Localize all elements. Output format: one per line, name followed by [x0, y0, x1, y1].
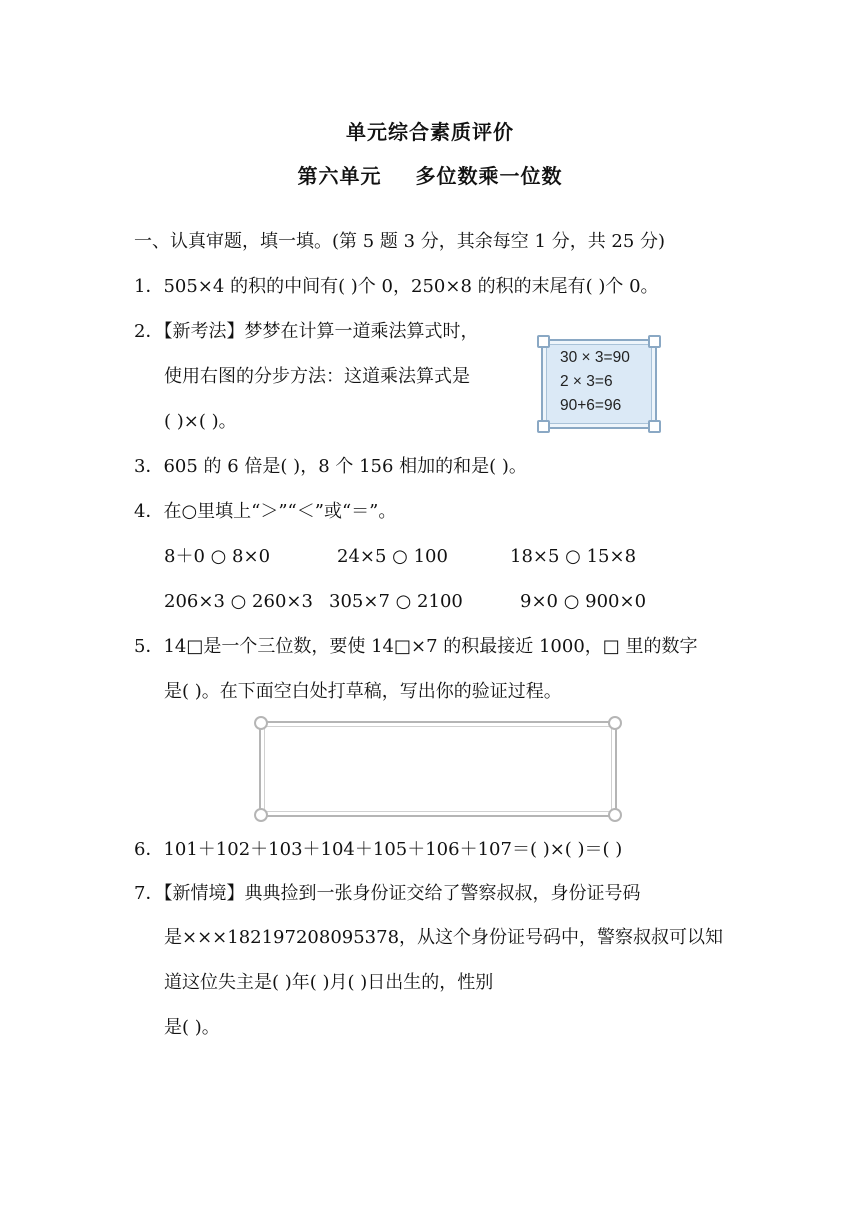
unit-topic: 多位数乘一位数 [415, 164, 563, 188]
question-2-line-1: 2．【新考法】梦梦在计算一道乘法算式时， [134, 321, 479, 342]
box-corner [254, 808, 268, 822]
compare-item: 206×3 ○ 260×3 [164, 591, 313, 612]
box-corner [254, 716, 268, 730]
question-4: 4．在○里填上“＞”“＜”或“＝”。 [134, 501, 397, 522]
compare-item: 305×7 ○ 2100 [329, 591, 463, 612]
card-corner [537, 420, 550, 433]
question-2-line-2: 使用右图的分步方法：这道乘法算式是 [164, 366, 470, 387]
unit-label: 第六单元 [297, 164, 382, 188]
step-equation: 90+6=96 [560, 397, 622, 414]
question-7-line-2: 是×××182197208095378，从这个身份证号码中，警察叔叔可以知 [164, 927, 724, 948]
section-heading: 一、认真审题，填一填。(第 5 题 3 分，其余每空 1 分，共 25 分) [134, 231, 666, 252]
card-corner [648, 420, 661, 433]
page-title: 单元综合素质评价 [346, 120, 514, 144]
compare-item: 24×5 ○ 100 [337, 546, 448, 567]
card-corner [648, 335, 661, 348]
step-method-card [541, 339, 657, 429]
unit-title [0, 160, 860, 189]
question-7-line-4: 是( )。 [164, 1017, 220, 1038]
question-5-line-1: 5．14□是一个三位数，要使 14□×7 的积最接近 1000，□ 里的数字 [134, 636, 698, 657]
box-corner [608, 716, 622, 730]
card-corner [537, 335, 550, 348]
question-7-line-3: 道这位失主是( )年( )月( )日出生的，性别 [164, 972, 494, 993]
question-3: 3．605 的 6 倍是( )，8 个 156 相加的和是( )。 [134, 456, 527, 477]
compare-item: 9×0 ○ 900×0 [520, 591, 647, 612]
compare-item: 18×5 ○ 15×8 [510, 546, 637, 567]
question-5-line-2: 是( )。在下面空白处打草稿，写出你的验证过程。 [164, 681, 562, 702]
box-corner [608, 808, 622, 822]
question-2-answer-line: ( )×( )。 [164, 411, 237, 432]
question-6: 6．101＋102＋103＋104＋105＋106＋107＝( )×( )＝( ) [134, 839, 623, 860]
question-7-line-1: 7．【新情境】典典捡到一张身份证交给了警察叔叔，身份证号码 [134, 883, 641, 904]
step-equation: 2 × 3=6 [560, 373, 613, 390]
step-equation: 30 × 3=90 [560, 349, 630, 366]
compare-item: 8＋0 ○ 8×0 [164, 546, 271, 567]
question-1: 1．505×4 的积的中间有( )个 0，250×8 的积的末尾有( )个 0。 [134, 276, 659, 297]
draft-box [259, 721, 617, 817]
